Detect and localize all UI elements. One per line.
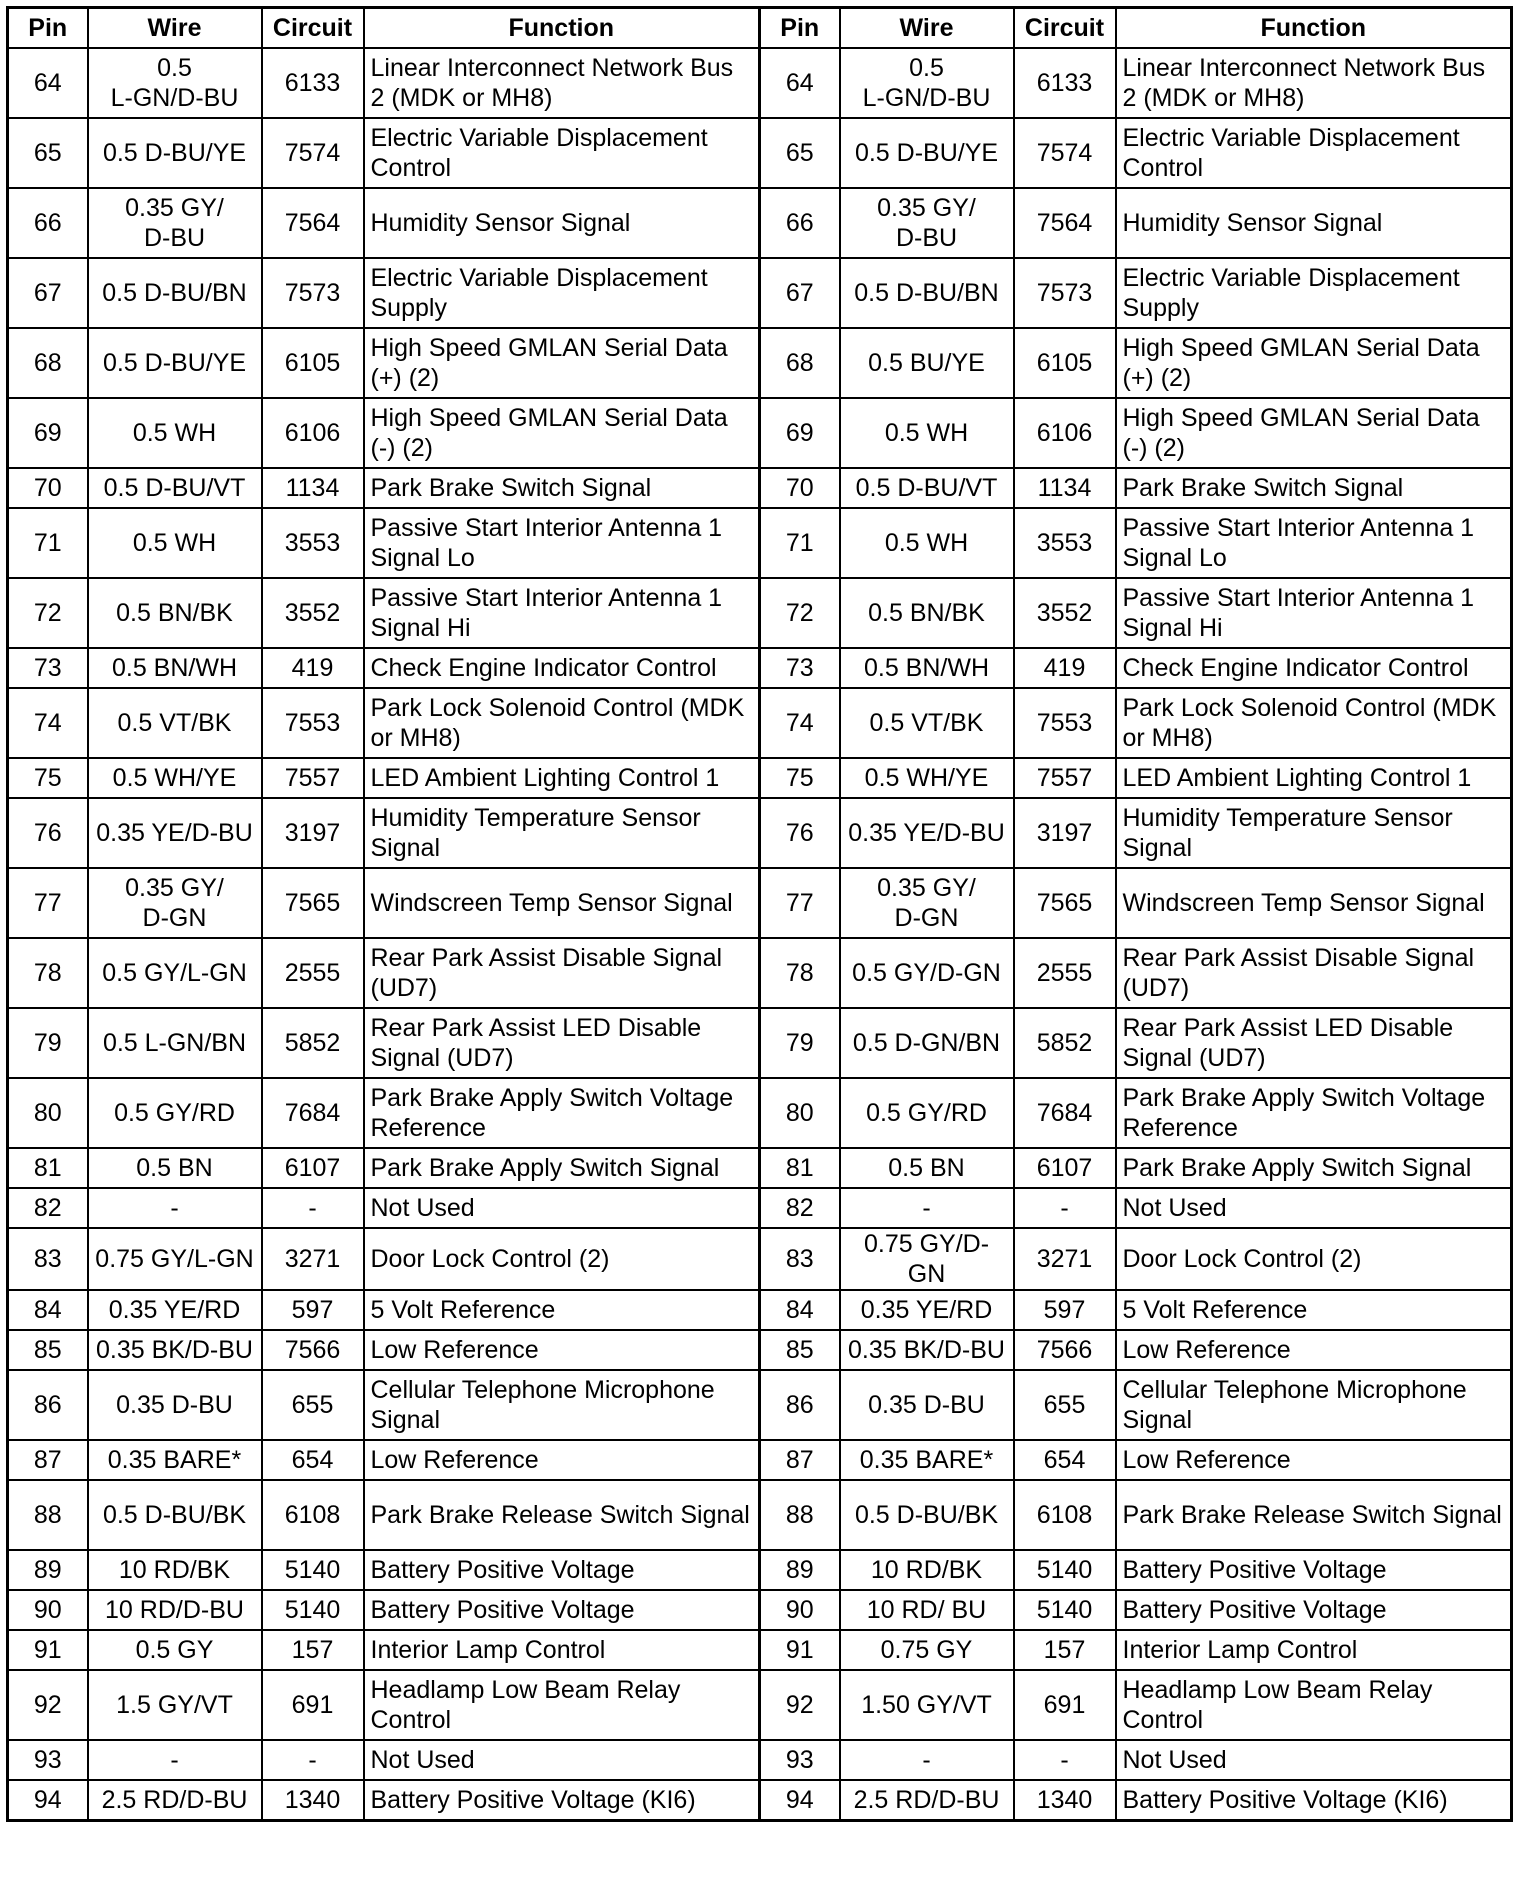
wire-cell-b: 0.5 BN/WH [840,648,1014,688]
wire-cell-a: 0.5 BN/WH [88,648,262,688]
function-cell-a: Not Used [364,1740,760,1780]
pin-cell-a: 79 [8,1008,88,1078]
table-row [8,1008,1512,1078]
function-cell-a: Battery Positive Voltage [364,1590,760,1630]
circuit-cell-b: 7564 [1014,188,1116,258]
table-row [8,48,1512,118]
circuit-cell-b: 3197 [1014,798,1116,868]
wire-cell-b: 0.5 D-BU/BK [840,1480,1014,1550]
wire-cell-b: 0.5 D-BU/VT [840,468,1014,508]
pin-cell-b: 82 [760,1188,840,1228]
wire-cell-a: 10 RD/D-BU [88,1590,262,1630]
connector-pinout-table [6,6,1513,1822]
pin-cell-b: 68 [760,328,840,398]
table-row [8,1740,1512,1780]
circuit-cell-a: 1134 [262,468,364,508]
header-pin-b: Pin [760,8,840,49]
function-cell-b: Linear Interconnect Network Bus 2 (MDK or MH8) [1116,48,1512,118]
circuit-cell-a: - [262,1188,364,1228]
function-cell-a: Humidity Sensor Signal [364,188,760,258]
pin-cell-b: 80 [760,1078,840,1148]
pin-cell-a: 82 [8,1188,88,1228]
wire-cell-a: - [88,1188,262,1228]
circuit-cell-b: 6106 [1014,398,1116,468]
circuit-cell-a: 7573 [262,258,364,328]
pin-cell-b: 69 [760,398,840,468]
table-row [8,648,1512,688]
function-cell-a: Low Reference [364,1330,760,1370]
table-row [8,188,1512,258]
circuit-cell-a: 3197 [262,798,364,868]
wire-cell-a: 2.5 RD/D-BU [88,1780,262,1821]
pin-cell-b: 79 [760,1008,840,1078]
wire-cell-b: 0.5 L-GN/D-BU [840,48,1014,118]
table-row [8,398,1512,468]
function-cell-a: Park Lock Solenoid Control (MDK or MH8) [364,688,760,758]
function-cell-a: Rear Park Assist LED Disable Signal (UD7) [364,1008,760,1078]
wire-cell-b: 0.5 BN/BK [840,578,1014,648]
function-cell-b: High Speed GMLAN Serial Data (-) (2) [1116,398,1512,468]
function-cell-b: High Speed GMLAN Serial Data (+) (2) [1116,328,1512,398]
circuit-cell-b: 691 [1014,1670,1116,1740]
wire-cell-a: - [88,1740,262,1780]
circuit-cell-a: 3553 [262,508,364,578]
circuit-cell-a: 1340 [262,1780,364,1821]
function-cell-a: Linear Interconnect Network Bus 2 (MDK or MH8) [364,48,760,118]
pin-cell-a: 85 [8,1330,88,1370]
table-row [8,1480,1512,1550]
function-cell-b: Passive Start Interior Antenna 1 Signal Hi [1116,578,1512,648]
function-cell-b: Rear Park Assist Disable Signal (UD7) [1116,938,1512,1008]
wire-cell-a: 0.5 L-GN/D-BU [88,48,262,118]
pinout-table-container [6,6,1512,1822]
pin-cell-a: 78 [8,938,88,1008]
wire-cell-b: - [840,1188,1014,1228]
pin-cell-b: 77 [760,868,840,938]
wire-cell-b: 0.35 BARE* [840,1440,1014,1480]
wire-cell-a: 0.35 GY/ D-BU [88,188,262,258]
pin-cell-a: 65 [8,118,88,188]
function-cell-b: Windscreen Temp Sensor Signal [1116,868,1512,938]
table-row [8,1290,1512,1330]
circuit-cell-a: 691 [262,1670,364,1740]
circuit-cell-b: 2555 [1014,938,1116,1008]
wire-cell-a: 1.5 GY/VT [88,1670,262,1740]
function-cell-a: Electric Variable Displacement Control [364,118,760,188]
wire-cell-b: 10 RD/ BU [840,1590,1014,1630]
table-row [8,1228,1512,1290]
function-cell-a: Battery Positive Voltage [364,1550,760,1590]
pin-cell-a: 84 [8,1290,88,1330]
wire-cell-b: 0.35 GY/ D-BU [840,188,1014,258]
circuit-cell-a: 6133 [262,48,364,118]
wire-cell-a: 0.5 WH [88,398,262,468]
function-cell-b: Check Engine Indicator Control [1116,648,1512,688]
table-row [8,1440,1512,1480]
pin-cell-b: 91 [760,1630,840,1670]
pin-cell-b: 87 [760,1440,840,1480]
pin-cell-a: 89 [8,1550,88,1590]
circuit-cell-a: - [262,1740,364,1780]
pin-cell-a: 94 [8,1780,88,1821]
pin-cell-a: 74 [8,688,88,758]
pin-cell-a: 86 [8,1370,88,1440]
wire-cell-b: 0.5 D-GN/BN [840,1008,1014,1078]
table-row [8,868,1512,938]
wire-cell-a: 0.5 BN [88,1148,262,1188]
pin-cell-b: 78 [760,938,840,1008]
pin-cell-a: 72 [8,578,88,648]
table-row [8,1590,1512,1630]
wire-cell-b: 0.5 D-BU/BN [840,258,1014,328]
circuit-cell-b: 7574 [1014,118,1116,188]
header-function-a: Function [364,8,760,49]
header-circuit-b: Circuit [1014,8,1116,49]
pin-cell-b: 92 [760,1670,840,1740]
circuit-cell-b: 3552 [1014,578,1116,648]
function-cell-a: Door Lock Control (2) [364,1228,760,1290]
circuit-cell-b: 7557 [1014,758,1116,798]
pin-cell-b: 88 [760,1480,840,1550]
pin-cell-a: 88 [8,1480,88,1550]
circuit-cell-a: 7553 [262,688,364,758]
pin-cell-b: 72 [760,578,840,648]
function-cell-b: Low Reference [1116,1330,1512,1370]
pin-cell-a: 76 [8,798,88,868]
circuit-cell-b: 6105 [1014,328,1116,398]
header-row [8,8,1512,49]
circuit-cell-a: 5140 [262,1590,364,1630]
circuit-cell-a: 7566 [262,1330,364,1370]
pin-cell-a: 80 [8,1078,88,1148]
pin-cell-a: 66 [8,188,88,258]
circuit-cell-b: 5140 [1014,1550,1116,1590]
function-cell-b: Park Brake Apply Switch Signal [1116,1148,1512,1188]
wire-cell-b: 0.35 D-BU [840,1370,1014,1440]
circuit-cell-b: - [1014,1188,1116,1228]
wire-cell-b: 0.5 BU/YE [840,328,1014,398]
table-row [8,1330,1512,1370]
pin-cell-b: 67 [760,258,840,328]
pin-cell-b: 70 [760,468,840,508]
wire-cell-a: 0.5 D-BU/YE [88,118,262,188]
table-row [8,258,1512,328]
function-cell-a: Headlamp Low Beam Relay Control [364,1670,760,1740]
circuit-cell-b: 655 [1014,1370,1116,1440]
wire-cell-b: 2.5 RD/D-BU [840,1780,1014,1821]
function-cell-a: Interior Lamp Control [364,1630,760,1670]
circuit-cell-b: 5852 [1014,1008,1116,1078]
table-row [8,1188,1512,1228]
function-cell-b: Park Brake Apply Switch Voltage Reference [1116,1078,1512,1148]
table-row [8,1370,1512,1440]
function-cell-b: Electric Variable Displacement Control [1116,118,1512,188]
circuit-cell-a: 157 [262,1630,364,1670]
function-cell-b: Door Lock Control (2) [1116,1228,1512,1290]
function-cell-a: Park Brake Apply Switch Signal [364,1148,760,1188]
pin-cell-b: 85 [760,1330,840,1370]
pin-cell-b: 74 [760,688,840,758]
pin-cell-a: 81 [8,1148,88,1188]
table-row [8,938,1512,1008]
circuit-cell-b: 7565 [1014,868,1116,938]
wire-cell-a: 0.5 WH/YE [88,758,262,798]
pin-cell-b: 93 [760,1740,840,1780]
table-row [8,1630,1512,1670]
circuit-cell-b: 3271 [1014,1228,1116,1290]
circuit-cell-a: 6108 [262,1480,364,1550]
wire-cell-b: 0.5 GY/RD [840,1078,1014,1148]
pin-cell-a: 93 [8,1740,88,1780]
function-cell-a: Passive Start Interior Antenna 1 Signal Lo [364,508,760,578]
wire-cell-b: 0.5 VT/BK [840,688,1014,758]
wire-cell-a: 10 RD/BK [88,1550,262,1590]
circuit-cell-a: 655 [262,1370,364,1440]
pin-cell-b: 66 [760,188,840,258]
table-body [8,48,1512,1821]
header-circuit-a: Circuit [262,8,364,49]
function-cell-a: Cellular Telephone Microphone Signal [364,1370,760,1440]
wire-cell-a: 0.35 YE/D-BU [88,798,262,868]
circuit-cell-a: 7564 [262,188,364,258]
pin-cell-a: 83 [8,1228,88,1290]
pin-cell-b: 90 [760,1590,840,1630]
circuit-cell-b: 157 [1014,1630,1116,1670]
circuit-cell-a: 654 [262,1440,364,1480]
table-row [8,578,1512,648]
pin-cell-a: 68 [8,328,88,398]
circuit-cell-a: 5140 [262,1550,364,1590]
circuit-cell-b: 654 [1014,1440,1116,1480]
table-row [8,1148,1512,1188]
function-cell-b: Park Brake Switch Signal [1116,468,1512,508]
pin-cell-a: 77 [8,868,88,938]
wire-cell-b: 0.35 YE/D-BU [840,798,1014,868]
wire-cell-b: 0.5 GY/D-GN [840,938,1014,1008]
function-cell-a: Electric Variable Displacement Supply [364,258,760,328]
header-function-b: Function [1116,8,1512,49]
wire-cell-a: 0.5 GY/L-GN [88,938,262,1008]
header-wire-a: Wire [88,8,262,49]
function-cell-b: Park Lock Solenoid Control (MDK or MH8) [1116,688,1512,758]
function-cell-b: Battery Positive Voltage [1116,1590,1512,1630]
circuit-cell-b: 7684 [1014,1078,1116,1148]
table-row [8,468,1512,508]
function-cell-a: Windscreen Temp Sensor Signal [364,868,760,938]
function-cell-a: 5 Volt Reference [364,1290,760,1330]
wire-cell-a: 0.75 GY/L-GN [88,1228,262,1290]
pin-cell-b: 84 [760,1290,840,1330]
circuit-cell-b: 6107 [1014,1148,1116,1188]
wire-cell-a: 0.5 BN/BK [88,578,262,648]
wire-cell-b: 0.35 BK/D-BU [840,1330,1014,1370]
circuit-cell-b: 6133 [1014,48,1116,118]
wire-cell-b: 0.5 D-BU/YE [840,118,1014,188]
pin-cell-b: 76 [760,798,840,868]
wire-cell-b: 1.50 GY/VT [840,1670,1014,1740]
pin-cell-a: 73 [8,648,88,688]
function-cell-a: Not Used [364,1188,760,1228]
table-row [8,1078,1512,1148]
circuit-cell-b: 3553 [1014,508,1116,578]
wire-cell-a: 0.35 GY/ D-GN [88,868,262,938]
pin-cell-a: 92 [8,1670,88,1740]
table-row [8,1670,1512,1740]
circuit-cell-a: 2555 [262,938,364,1008]
wire-cell-b: 0.35 GY/ D-GN [840,868,1014,938]
wire-cell-a: 0.5 VT/BK [88,688,262,758]
wire-cell-a: 0.35 D-BU [88,1370,262,1440]
function-cell-a: Rear Park Assist Disable Signal (UD7) [364,938,760,1008]
wire-cell-a: 0.5 D-BU/YE [88,328,262,398]
header-pin-a: Pin [8,8,88,49]
function-cell-a: Humidity Temperature Sensor Signal [364,798,760,868]
wire-cell-b: 0.75 GY [840,1630,1014,1670]
function-cell-b: Rear Park Assist LED Disable Signal (UD7) [1116,1008,1512,1078]
circuit-cell-a: 7574 [262,118,364,188]
pin-cell-b: 73 [760,648,840,688]
wire-cell-b: 0.5 WH [840,398,1014,468]
circuit-cell-a: 3271 [262,1228,364,1290]
wire-cell-b: 0.5 WH [840,508,1014,578]
function-cell-a: Park Brake Switch Signal [364,468,760,508]
function-cell-b: Not Used [1116,1188,1512,1228]
circuit-cell-a: 419 [262,648,364,688]
pin-cell-b: 89 [760,1550,840,1590]
function-cell-a: Park Brake Release Switch Signal [364,1480,760,1550]
function-cell-a: Battery Positive Voltage (KI6) [364,1780,760,1821]
circuit-cell-b: 7566 [1014,1330,1116,1370]
function-cell-b: Passive Start Interior Antenna 1 Signal Lo [1116,508,1512,578]
function-cell-a: Low Reference [364,1440,760,1480]
function-cell-b: Battery Positive Voltage (KI6) [1116,1780,1512,1821]
circuit-cell-b: 7573 [1014,258,1116,328]
pin-cell-b: 83 [760,1228,840,1290]
wire-cell-a: 0.5 GY [88,1630,262,1670]
pin-cell-a: 69 [8,398,88,468]
pin-cell-a: 64 [8,48,88,118]
pin-cell-b: 94 [760,1780,840,1821]
function-cell-a: Park Brake Apply Switch Voltage Reference [364,1078,760,1148]
pin-cell-a: 70 [8,468,88,508]
table-row [8,688,1512,758]
wire-cell-b: 0.5 WH/YE [840,758,1014,798]
function-cell-b: Humidity Temperature Sensor Signal [1116,798,1512,868]
wire-cell-a: 0.35 BK/D-BU [88,1330,262,1370]
wire-cell-a: 0.5 WH [88,508,262,578]
function-cell-b: Cellular Telephone Microphone Signal [1116,1370,1512,1440]
function-cell-b: Headlamp Low Beam Relay Control [1116,1670,1512,1740]
wire-cell-b: 10 RD/BK [840,1550,1014,1590]
table-row [8,328,1512,398]
table-row [8,1550,1512,1590]
wire-cell-a: 0.5 D-BU/VT [88,468,262,508]
circuit-cell-a: 6105 [262,328,364,398]
wire-cell-a: 0.5 D-BU/BN [88,258,262,328]
table-row [8,118,1512,188]
wire-cell-b: 0.5 BN [840,1148,1014,1188]
circuit-cell-a: 7557 [262,758,364,798]
circuit-cell-a: 6107 [262,1148,364,1188]
circuit-cell-b: 419 [1014,648,1116,688]
pin-cell-b: 64 [760,48,840,118]
circuit-cell-b: 7553 [1014,688,1116,758]
table-row [8,758,1512,798]
table-row [8,798,1512,868]
circuit-cell-b: 1340 [1014,1780,1116,1821]
circuit-cell-a: 5852 [262,1008,364,1078]
circuit-cell-b: 1134 [1014,468,1116,508]
function-cell-a: High Speed GMLAN Serial Data (-) (2) [364,398,760,468]
pin-cell-a: 90 [8,1590,88,1630]
function-cell-b: LED Ambient Lighting Control 1 [1116,758,1512,798]
function-cell-b: Electric Variable Displacement Supply [1116,258,1512,328]
pin-cell-b: 65 [760,118,840,188]
function-cell-b: Humidity Sensor Signal [1116,188,1512,258]
wire-cell-a: 0.35 YE/RD [88,1290,262,1330]
function-cell-a: High Speed GMLAN Serial Data (+) (2) [364,328,760,398]
pin-cell-a: 75 [8,758,88,798]
function-cell-a: Passive Start Interior Antenna 1 Signal Hi [364,578,760,648]
circuit-cell-a: 6106 [262,398,364,468]
function-cell-b: Low Reference [1116,1440,1512,1480]
pin-cell-b: 71 [760,508,840,578]
circuit-cell-a: 7565 [262,868,364,938]
wire-cell-b: 0.75 GY/D-GN [840,1228,1014,1290]
wire-cell-b: 0.35 YE/RD [840,1290,1014,1330]
circuit-cell-a: 3552 [262,578,364,648]
wire-cell-a: 0.35 BARE* [88,1440,262,1480]
circuit-cell-b: 597 [1014,1290,1116,1330]
pin-cell-b: 75 [760,758,840,798]
pin-cell-b: 86 [760,1370,840,1440]
table-row [8,508,1512,578]
pin-cell-a: 91 [8,1630,88,1670]
pin-cell-a: 67 [8,258,88,328]
function-cell-b: Interior Lamp Control [1116,1630,1512,1670]
wire-cell-a: 0.5 GY/RD [88,1078,262,1148]
function-cell-a: Check Engine Indicator Control [364,648,760,688]
circuit-cell-b: - [1014,1740,1116,1780]
header-wire-b: Wire [840,8,1014,49]
function-cell-a: LED Ambient Lighting Control 1 [364,758,760,798]
circuit-cell-b: 6108 [1014,1480,1116,1550]
function-cell-b: 5 Volt Reference [1116,1290,1512,1330]
wire-cell-a: 0.5 D-BU/BK [88,1480,262,1550]
table-row [8,1780,1512,1821]
pin-cell-b: 81 [760,1148,840,1188]
function-cell-b: Battery Positive Voltage [1116,1550,1512,1590]
circuit-cell-a: 7684 [262,1078,364,1148]
wire-cell-a: 0.5 L-GN/BN [88,1008,262,1078]
circuit-cell-b: 5140 [1014,1590,1116,1630]
wire-cell-b: - [840,1740,1014,1780]
function-cell-b: Not Used [1116,1740,1512,1780]
function-cell-b: Park Brake Release Switch Signal [1116,1480,1512,1550]
pin-cell-a: 87 [8,1440,88,1480]
circuit-cell-a: 597 [262,1290,364,1330]
pin-cell-a: 71 [8,508,88,578]
